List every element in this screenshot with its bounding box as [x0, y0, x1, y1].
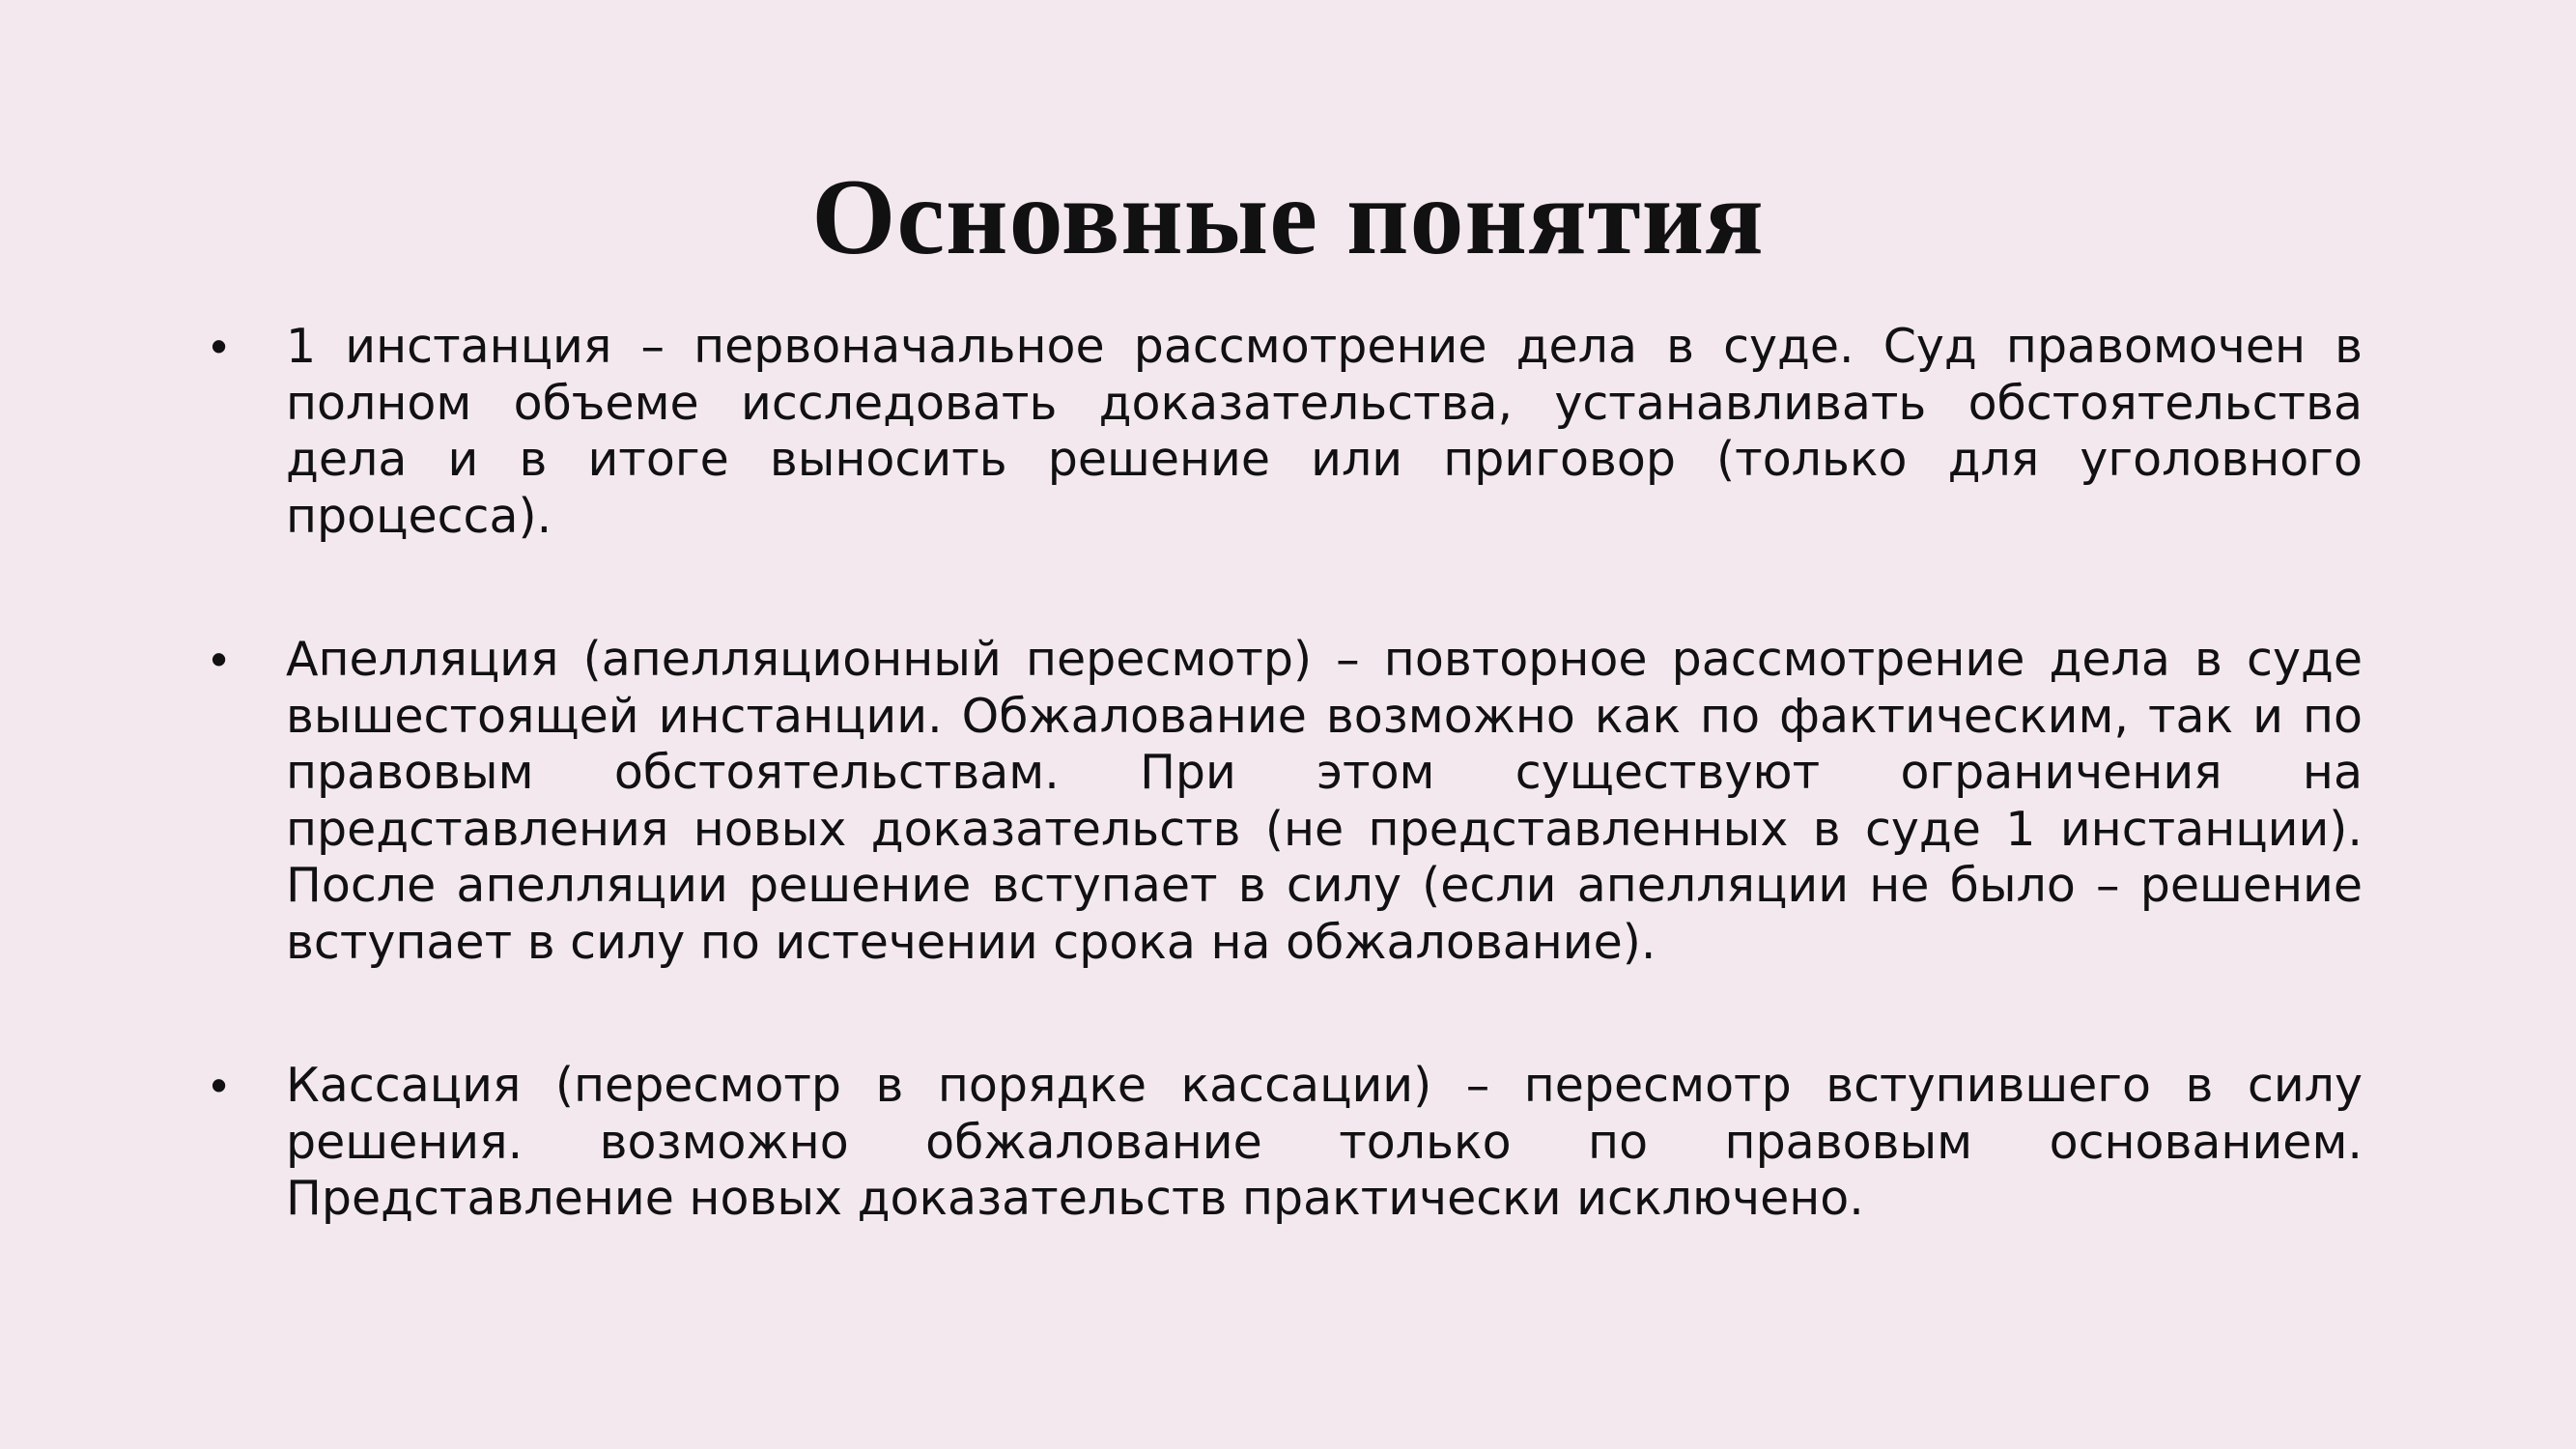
bullet-item-appeal [211, 632, 2363, 971]
bullet-text: Кассация (пересмотр в порядке кассации) – пересмотр вступившего в силу решения. возможно обжалование только по правовым основанием. Представление новых доказательств практически исключено. [286, 1058, 2363, 1226]
bullet-item-cassation [211, 1058, 2363, 1228]
bullet-text: Апелляция (апелляционный пересмотр) – повторное рассмотрение дела в суде вышестоящей инстанции. Обжалование возможно как по фактическим, так и по правовым обстоятельствам. При этом существуют ограничения на представления новых доказательств (не представленных в суде 1 инстанции). После апелляции решение вступает в силу (если апелляции не было – решение вступает в силу по истечении срока на обжалование). [286, 632, 2363, 970]
bullet-dot-icon: • [211, 321, 228, 373]
bullet-list [211, 319, 2363, 1315]
bullet-text: 1 инстанция – первоначальное рассмотрение дела в суде. Суд правомочен в полном объеме исследовать доказательства, устанавливать обстоятельства дела и в итоге выносить решение или приговор (только для уголовного процесса). [286, 319, 2363, 544]
bullet-dot-icon: • [211, 1060, 228, 1112]
slide-title: Основные понятия [811, 157, 1765, 277]
bullet-dot-icon: • [211, 634, 228, 686]
bullet-item-first-instance [211, 319, 2363, 545]
